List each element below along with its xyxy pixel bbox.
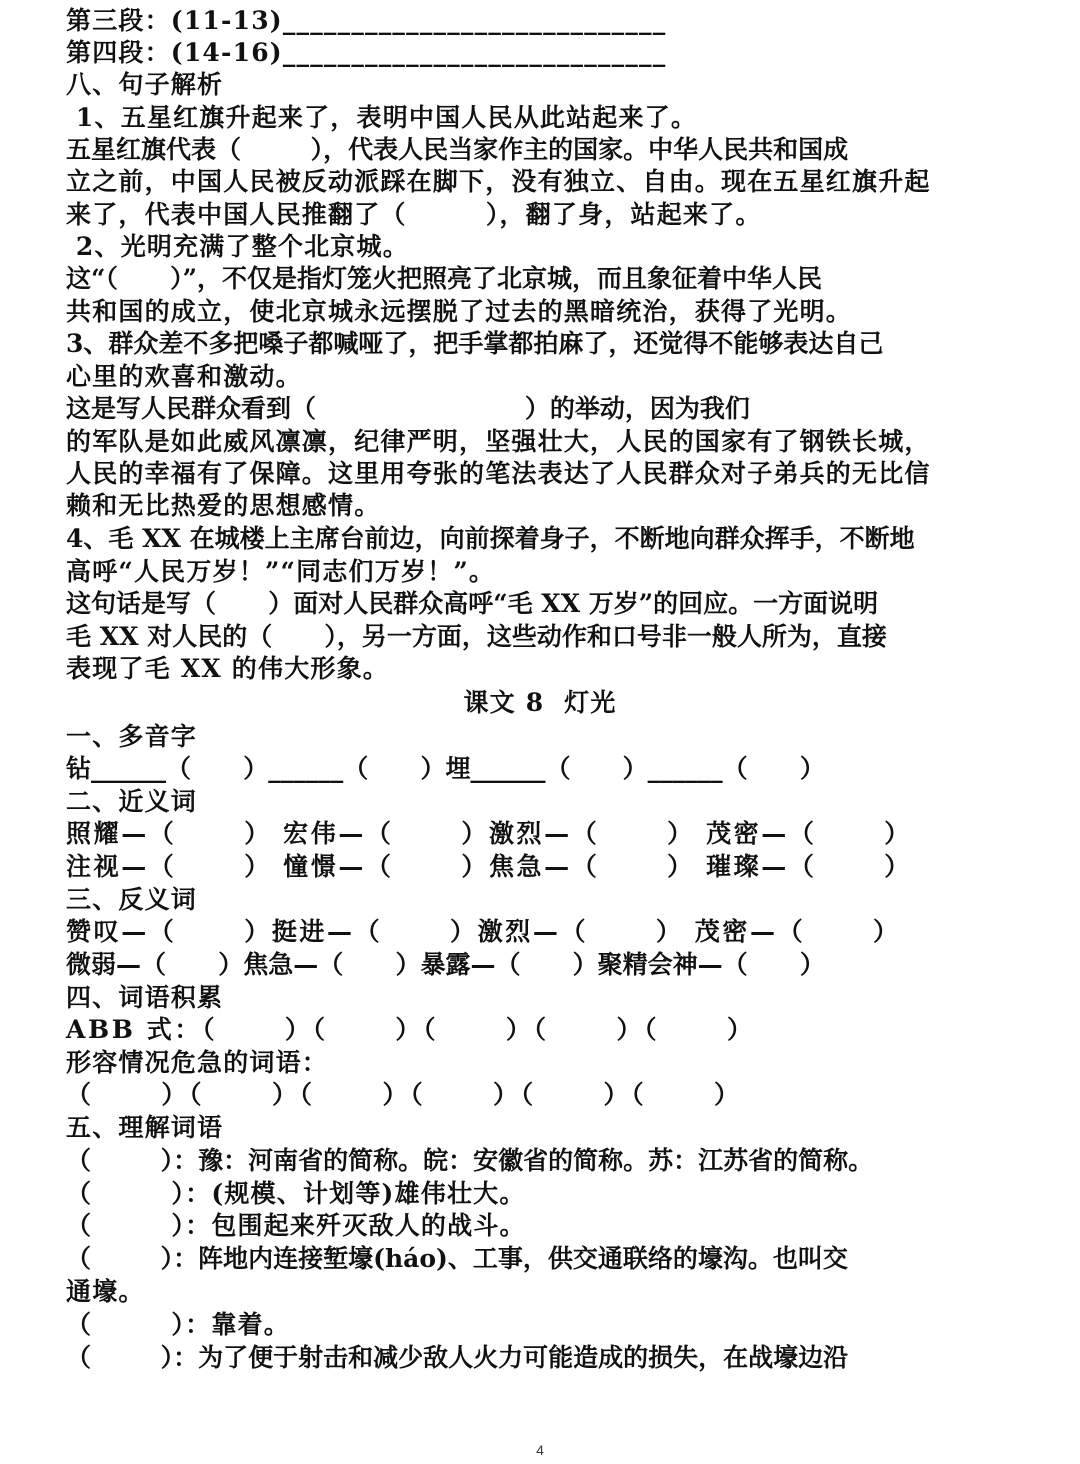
synonym-line-2: 注视—（ ） 憧憬—（ ）焦急—（ ） 璀璨—（ ） (66, 852, 912, 881)
q4-line-1: 这句话是写（ ）面对人民群众高呼“毛 XX 万岁”的回应。一方面说明 (66, 589, 879, 618)
part3-line: 第三段：(11-13)____________________________ (66, 6, 667, 35)
synonym-heading: 二、近义词 (66, 787, 198, 816)
lesson-title: 课文 8 灯光 (463, 688, 617, 717)
q1-line-2: 立之前，中国人民被反动派踩在脚下，没有独立、自由。现在五星红旗升起 (66, 167, 931, 196)
definition-heading: 五、理解词语 (66, 1113, 224, 1142)
page-number: 4 (536, 1442, 544, 1458)
q3-line-3: 人民的幸福有了保障。这里用夸张的笔法表达了人民群众对子弟兵的无比信 (66, 459, 931, 488)
q2-line-2: 共和国的成立，使北京城永远摆脱了过去的黑暗统治，获得了光明。 (66, 297, 853, 326)
q1-line-3: 来了，代表中国人民推翻了（ ），翻了身，站起来了。 (66, 200, 762, 229)
q1-line-1: 五星红旗代表（ ），代表人民当家作主的国家。中华人民共和国成 (66, 135, 849, 164)
q3-line-4: 赖和无比热爱的思想感情。 (66, 491, 381, 520)
urgent-label: 形容情况危急的词语： (66, 1048, 329, 1077)
urgent-line: （ ）（ ）（ ）（ ）（ ）（ ） (66, 1080, 742, 1109)
q3-line-1: 这是写人民群众看到（ ）的举动，因为我们 (66, 394, 750, 423)
polyphone-heading: 一、多音字 (66, 722, 198, 751)
definition-4: （ ）：阵地内连接堑壕(háo)、工事，供交通联络的壕沟。也叫交 (66, 1244, 848, 1273)
q1-title: 1、五星红旗升起来了，表明中国人民从此站起来了。 (66, 103, 698, 132)
q4-line-3: 表现了毛 XX 的伟大形象。 (66, 654, 390, 683)
definition-3: （ ）：包围起来歼灭敌人的战斗。 (66, 1211, 526, 1240)
q4-title: 4、毛 XX 在城楼上主席台前边，向前探着身子，不断地向群众挥手，不断地 (66, 524, 915, 553)
antonym-heading: 三、反义词 (66, 885, 198, 914)
definition-4-cont: 通壕。 (66, 1277, 145, 1306)
q3-line-2: 的军队是如此威风凛凛，纪律严明，坚强壮大，人民的国家有了钢铁长城， (66, 427, 931, 456)
abb-line: ABB 式：（ ）（ ）（ ）（ ）（ ） (66, 1015, 755, 1044)
q2-title: 2、光明充满了整个北京城。 (66, 232, 409, 261)
definition-1: （ ）：豫：河南省的简称。皖：安徽省的简称。苏：江苏省的简称。 (66, 1146, 874, 1175)
part4-line: 第四段：(14-16)____________________________ (66, 38, 667, 67)
antonym-line-1: 赞叹—（ ）挺进—（ ）激烈—（ ） 茂密—（ ） (66, 917, 901, 946)
antonym-line-2: 微弱—（ ）焦急—（ ）暴露—（ ）聚精会神—（ ） (66, 950, 825, 979)
definition-5: （ ）：靠着。 (66, 1310, 290, 1339)
q2-line-1: 这“（ ）”，不仅是指灯笼火把照亮了北京城，而且象征着中华人民 (66, 264, 822, 293)
vocab-heading: 四、词语积累 (66, 983, 224, 1012)
polyphone-line: 钻______（ ）______（ ）埋______（ ）______（ ） (66, 754, 825, 783)
q4-line-2: 毛 XX 对人民的（ ），另一方面，这些动作和口号非一般人所为，直接 (66, 622, 887, 651)
definition-6: （ ）：为了便于射击和减少敌人火力可能造成的损失，在战壕边沿 (66, 1343, 849, 1372)
q3-title-cont: 心里的欢喜和激动。 (66, 362, 302, 391)
analysis-heading: 八、句子解析 (66, 70, 224, 99)
definition-2: （ ）：(规模、计划等)雄伟壮大。 (66, 1179, 526, 1208)
q3-title: 3、群众差不多把嗓子都喊哑了，把手掌都拍麻了，还觉得不能够表达自己 (66, 329, 884, 358)
q4-title-cont: 高呼“人民万岁！”“同志们万岁！”。 (66, 557, 496, 586)
synonym-line-1: 照耀—（ ） 宏伟—（ ）激烈—（ ） 茂密—（ ） (66, 819, 912, 848)
